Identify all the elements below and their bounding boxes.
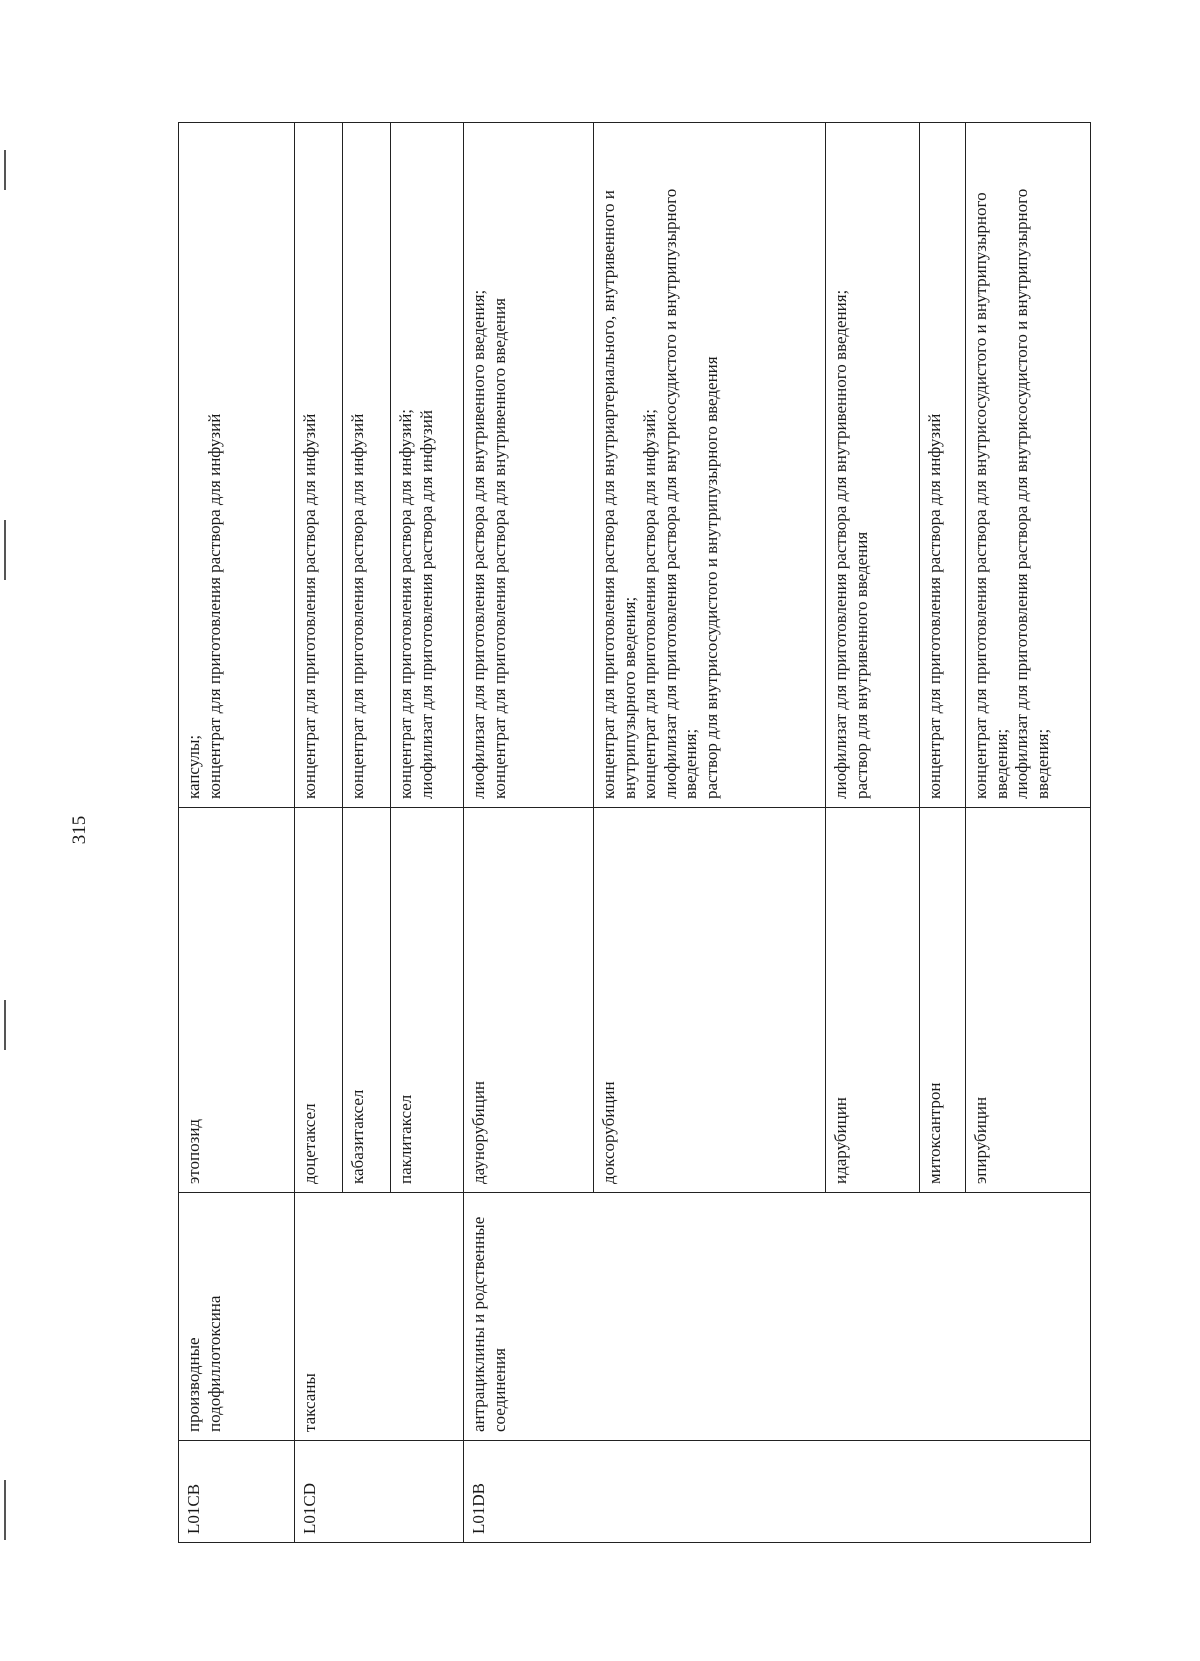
scan-mark (4, 1480, 6, 1540)
pharmacological-group-cell: производные подофиллотоксина (179, 1193, 295, 1441)
table-row (464, 123, 594, 1543)
table-row (179, 123, 295, 1543)
table-row (295, 123, 343, 1543)
drug-name-cell: доксорубицин (594, 808, 826, 1193)
dosage-form-cell: капсулы; концентрат для приготовления раствора для инфузий (179, 123, 295, 808)
drug-name-cell: кабазитаксел (343, 808, 391, 1193)
scan-mark (4, 1000, 6, 1050)
pharmacological-group-cell: антрациклины и родственные соединения (464, 1193, 1091, 1441)
dosage-form-cell: лиофилизат для приготовления раствора для внутривенного введения; концентрат для приготовления раствора для внутривенного введения (464, 123, 594, 808)
drug-table (178, 122, 1091, 1543)
dosage-form-cell: концентрат для приготовления раствора для инфузий (920, 123, 966, 808)
dosage-form-cell: концентрат для приготовления раствора для внутриартериального, внутривенного и внутрипузырного введения; концентрат для приготовления раствора для инфузий; лиофилизат для приготовления раствора для внутрисосудистого и внутрипузырного введения; раствор для внутрисосудистого и внутрипузырного введения (594, 123, 826, 808)
drug-name-cell: эпирубицин (966, 808, 1091, 1193)
drug-name-cell: даунорубицин (464, 808, 594, 1193)
dosage-form-cell: концентрат для приготовления раствора для инфузий; лиофилизат для приготовления раствора для инфузий (391, 123, 464, 808)
dosage-form-cell: концентрат для приготовления раствора для внутрисосудистого и внутрипузырного введения; лиофилизат для приготовления раствора для внутрисосудистого и внутрипузырного введения; (966, 123, 1091, 808)
drug-name-cell: доцетаксел (295, 808, 343, 1193)
drug-table-container (178, 123, 1090, 1543)
scan-mark (4, 150, 6, 190)
pharmacological-group-cell: таксаны (295, 1193, 464, 1441)
scan-mark (4, 520, 6, 580)
atc-code-cell: L01CD (295, 1441, 464, 1543)
drug-name-cell: идарубицин (826, 808, 920, 1193)
drug-name-cell: этопозид (179, 808, 295, 1193)
drug-name-cell: митоксантрон (920, 808, 966, 1193)
dosage-form-cell: концентрат для приготовления раствора для инфузий (295, 123, 343, 808)
dosage-form-cell: концентрат для приготовления раствора для инфузий (343, 123, 391, 808)
atc-code-cell: L01CB (179, 1441, 295, 1543)
drug-name-cell: паклитаксел (391, 808, 464, 1193)
dosage-form-cell: лиофилизат для приготовления раствора для внутривенного введения; раствор для внутривенного введения (826, 123, 920, 808)
atc-code-cell: L01DB (464, 1441, 1091, 1543)
page-number: 315 (69, 815, 90, 845)
